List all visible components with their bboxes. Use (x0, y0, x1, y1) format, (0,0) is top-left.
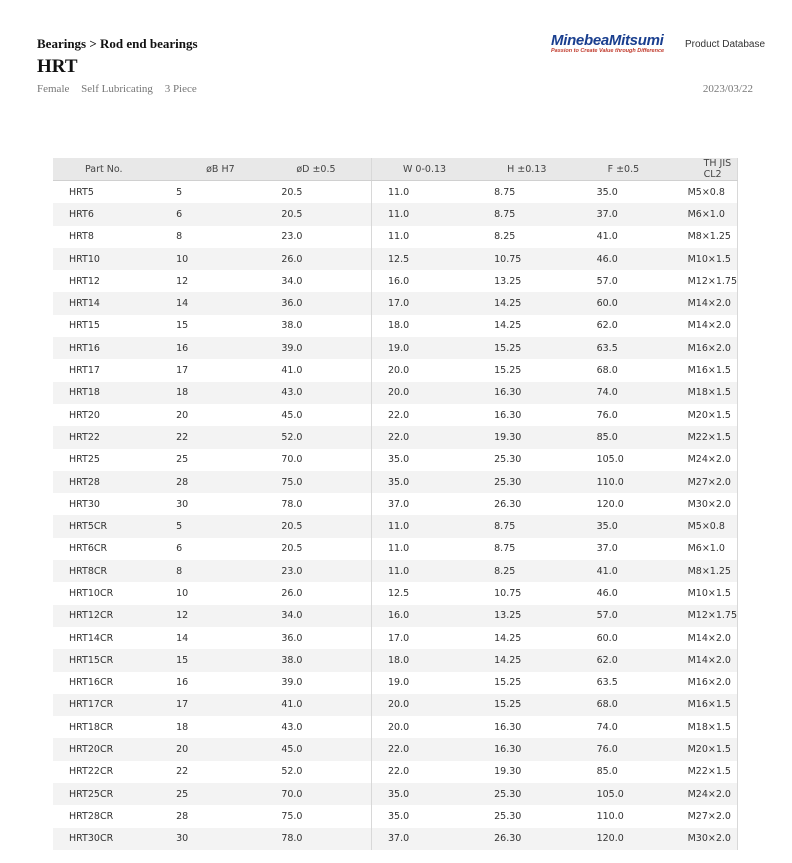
cell-bore: 16 (176, 337, 281, 359)
cell-width: 11.0 (372, 226, 495, 248)
cell-height: 16.30 (494, 409, 522, 421)
cell-length: 68.0 (596, 365, 618, 377)
cell-bore: 16 (176, 677, 189, 689)
cell-length: 57.0 (597, 605, 688, 627)
cell-bore: 15 (176, 649, 281, 671)
cell-height: 19.30 (494, 766, 522, 778)
cell-height: 8.75 (494, 186, 516, 198)
table-row (53, 337, 738, 359)
cell-outer-diameter: 38.0 (281, 320, 303, 332)
cell-height: 14.25 (494, 632, 522, 644)
cell-part-no[interactable]: HRT28 (53, 471, 176, 493)
cell-thread: M22×1.5 (688, 426, 738, 448)
cell-width: 11.0 (372, 181, 495, 204)
cell-bore: 8 (176, 560, 281, 582)
cell-outer-diameter: 20.5 (281, 186, 303, 198)
cell-bore: 14 (176, 292, 281, 314)
cell-length: 46.0 (596, 587, 618, 599)
logo-wordmark: MinebeaMitsumi (551, 32, 664, 49)
tag-female: Female (37, 83, 70, 95)
cell-length: 110.0 (597, 471, 688, 493)
cell-bore: 6 (176, 543, 183, 555)
table-row (53, 359, 738, 381)
table-row (53, 738, 738, 760)
column-header-width: W 0-0.13 (372, 158, 495, 181)
cell-length: 120.0 (597, 828, 688, 850)
cell-part-no[interactable]: HRT18CR (69, 721, 114, 733)
cell-bore: 28 (176, 471, 281, 493)
cell-bore: 18 (176, 721, 189, 733)
cell-length: 76.0 (597, 738, 688, 760)
cell-height: 25.30 (494, 783, 596, 805)
cell-thread: M22×1.5 (687, 766, 731, 778)
product-database-label: Product Database (685, 39, 766, 50)
cell-height: 19.30 (494, 426, 596, 448)
table-row (53, 761, 738, 783)
publish-date: 2023/03/22 (702, 83, 753, 95)
cell-length: 105.0 (597, 783, 688, 805)
cell-part-no[interactable]: HRT22 (53, 426, 176, 448)
table-row (53, 471, 738, 493)
cell-outer-diameter: 26.0 (281, 248, 371, 270)
cell-bore: 20 (176, 738, 281, 760)
cell-height: 8.25 (494, 560, 596, 582)
cell-part-no[interactable]: HRT5CR (53, 515, 176, 537)
page-title: HRT (37, 56, 78, 77)
cell-thread: M30×2.0 (688, 828, 738, 850)
cell-height: 14.25 (494, 320, 522, 332)
cell-outer-diameter: 20.5 (281, 203, 371, 225)
cell-thread: M24×2.0 (688, 783, 738, 805)
cell-thread: M16×1.5 (688, 694, 738, 716)
cell-width: 17.0 (372, 292, 495, 314)
cell-width: 19.0 (372, 337, 495, 359)
cell-width: 11.0 (372, 203, 495, 225)
table-row (53, 449, 738, 471)
table-row (53, 627, 738, 649)
column-header-height: H ±0.13 (494, 158, 596, 181)
cell-length: 60.0 (596, 632, 618, 644)
column-header-thread: TH JIS CL2 (688, 158, 738, 181)
cell-height: 26.30 (494, 498, 522, 510)
table-row (53, 426, 738, 448)
cell-width: 35.0 (372, 471, 495, 493)
cell-length: 74.0 (597, 382, 688, 404)
cell-outer-diameter: 75.0 (281, 810, 303, 822)
cell-thread: M16×1.5 (687, 365, 731, 377)
table-row (53, 805, 738, 827)
cell-thread: M14×2.0 (687, 320, 731, 332)
cell-width: 22.0 (372, 738, 495, 760)
cell-width: 20.0 (372, 694, 495, 716)
table-row (53, 716, 738, 738)
cell-part-no[interactable]: HRT16 (53, 337, 176, 359)
table-row (53, 493, 738, 515)
cell-thread: M20×1.5 (687, 409, 731, 421)
cell-thread: M27×2.0 (688, 471, 738, 493)
cell-width: 16.0 (372, 270, 495, 292)
cell-part-no[interactable]: HRT8CR (53, 560, 176, 582)
column-header-length: F ±0.5 (597, 158, 688, 181)
cell-part-no[interactable]: HRT6CR (69, 543, 108, 555)
cell-width: 37.0 (372, 828, 495, 850)
cell-outer-diameter: 70.0 (281, 783, 371, 805)
cell-outer-diameter: 26.0 (281, 587, 303, 599)
cell-thread: M12×1.75 (687, 275, 737, 287)
cell-width: 22.0 (372, 761, 495, 783)
cell-height: 10.75 (494, 587, 522, 599)
cell-part-no[interactable]: HRT10CR (69, 587, 114, 599)
cell-bore: 8 (176, 231, 183, 243)
cell-height: 15.25 (494, 677, 522, 689)
cell-width: 19.0 (372, 672, 495, 694)
cell-bore: 10 (176, 248, 281, 270)
cell-width: 35.0 (372, 449, 495, 471)
cell-thread: M10×1.5 (688, 248, 738, 270)
cell-part-no[interactable]: HRT14CR (69, 632, 114, 644)
cell-outer-diameter: 39.0 (281, 337, 371, 359)
column-header-part-no: Part No. (53, 158, 176, 181)
cell-width: 11.0 (372, 538, 495, 560)
cell-outer-diameter: 43.0 (281, 382, 371, 404)
cell-outer-diameter: 20.5 (281, 515, 371, 537)
cell-bore: 28 (176, 810, 189, 822)
cell-bore: 14 (176, 632, 189, 644)
cell-part-no[interactable]: HRT12 (69, 275, 100, 287)
cell-height: 14.25 (494, 292, 596, 314)
cell-length: 68.0 (597, 694, 688, 716)
cell-thread: M18×1.5 (688, 382, 738, 404)
table-header-row (53, 158, 738, 181)
cell-height: 16.30 (494, 382, 596, 404)
cell-length: 62.0 (597, 649, 688, 671)
tag-3-piece: 3 Piece (164, 83, 197, 95)
table-row (53, 181, 738, 204)
table-row (53, 672, 738, 694)
cell-thread: M14×2.0 (687, 632, 731, 644)
cell-width: 11.0 (372, 515, 495, 537)
breadcrumb[interactable]: Bearings > Rod end bearings (37, 36, 198, 51)
cell-length: 35.0 (597, 515, 688, 537)
cell-outer-diameter: 36.0 (281, 632, 303, 644)
cell-part-no[interactable]: HRT15 (69, 320, 100, 332)
cell-width: 18.0 (372, 315, 495, 337)
cell-height: 8.75 (494, 203, 596, 225)
cell-width: 18.0 (372, 649, 495, 671)
table-row (53, 694, 738, 716)
cell-width: 20.0 (372, 382, 495, 404)
table-row (53, 315, 738, 337)
cell-part-no[interactable]: HRT22CR (69, 766, 114, 778)
cell-height: 15.25 (494, 337, 596, 359)
cell-outer-diameter: 34.0 (281, 275, 303, 287)
cell-width: 20.0 (372, 359, 495, 381)
cell-part-no[interactable]: HRT28CR (69, 810, 114, 822)
cell-thread: M6×1.0 (688, 203, 738, 225)
cell-height: 15.25 (494, 694, 596, 716)
cell-width: 20.0 (372, 716, 495, 738)
cell-height: 16.30 (494, 721, 522, 733)
table-row (53, 292, 738, 314)
cell-bore: 18 (176, 382, 281, 404)
cell-outer-diameter: 39.0 (281, 677, 303, 689)
cell-bore: 12 (176, 275, 189, 287)
cell-length: 74.0 (596, 721, 618, 733)
cell-length: 105.0 (596, 454, 624, 466)
cell-height: 13.25 (494, 605, 596, 627)
cell-width: 35.0 (372, 783, 495, 805)
cell-outer-diameter: 78.0 (281, 828, 371, 850)
cell-bore: 5 (176, 186, 183, 198)
tag-self-lubricating: Self Lubricating (81, 83, 153, 95)
table-row (53, 404, 738, 426)
cell-outer-diameter: 23.0 (281, 231, 303, 243)
cell-thread: M14×2.0 (688, 292, 738, 314)
cell-part-no[interactable]: HRT12CR (53, 605, 176, 627)
table-row (53, 226, 738, 248)
cell-bore: 6 (176, 203, 281, 225)
cell-width: 22.0 (372, 404, 495, 426)
cell-height: 25.30 (494, 454, 522, 466)
cell-bore: 30 (176, 828, 281, 850)
logo-tagline: Passion to Create Value through Difference (551, 48, 665, 54)
cell-outer-diameter: 52.0 (281, 426, 371, 448)
cell-part-no[interactable]: HRT25 (69, 454, 100, 466)
cell-bore: 17 (176, 694, 281, 716)
cell-part-no[interactable]: HRT17 (69, 365, 100, 377)
table-row (53, 560, 738, 582)
cell-length: 63.5 (596, 677, 618, 689)
cell-thread: M27×2.0 (687, 810, 731, 822)
cell-thread: M8×1.25 (688, 560, 738, 582)
table-row (53, 248, 738, 270)
cell-length: 41.0 (597, 560, 688, 582)
cell-bore: 20 (176, 409, 189, 421)
cell-bore: 12 (176, 605, 281, 627)
cell-part-no[interactable]: HRT14 (53, 292, 176, 314)
cell-bore: 17 (176, 365, 189, 377)
cell-outer-diameter: 41.0 (281, 365, 303, 377)
table-row (53, 649, 738, 671)
table-row (53, 582, 738, 604)
cell-thread: M8×1.25 (687, 231, 731, 243)
cell-length: 35.0 (596, 186, 618, 198)
cell-outer-diameter: 23.0 (281, 560, 371, 582)
cell-bore: 5 (176, 515, 281, 537)
cell-part-no[interactable]: HRT10 (53, 248, 176, 270)
cell-part-no[interactable]: HRT18 (53, 382, 176, 404)
cell-part-no[interactable]: HRT6 (53, 203, 176, 225)
cell-thread: M20×1.5 (688, 738, 738, 760)
cell-part-no[interactable]: HRT20 (69, 409, 100, 421)
cell-length: 37.0 (596, 543, 618, 555)
table-row (53, 382, 738, 404)
cell-thread: M16×2.0 (688, 337, 738, 359)
cell-outer-diameter: 70.0 (281, 454, 303, 466)
cell-bore: 25 (176, 454, 189, 466)
cell-length: 60.0 (597, 292, 688, 314)
cell-length: 120.0 (596, 498, 624, 510)
specification-table (53, 158, 738, 850)
cell-outer-diameter: 38.0 (281, 649, 371, 671)
cell-thread: M12×1.75 (688, 605, 738, 627)
table-row (53, 538, 738, 560)
cell-part-no[interactable]: HRT15CR (53, 649, 176, 671)
column-header-bore: øB H7 (176, 158, 281, 181)
cell-length: 46.0 (597, 248, 688, 270)
cell-width: 12.5 (372, 248, 495, 270)
cell-outer-diameter: 34.0 (281, 605, 371, 627)
cell-width: 37.0 (372, 493, 495, 515)
cell-length: 62.0 (596, 320, 618, 332)
cell-part-no[interactable]: HRT17CR (53, 694, 176, 716)
cell-thread: M18×1.5 (687, 721, 731, 733)
table-body (53, 181, 738, 850)
cell-length: 57.0 (596, 275, 618, 287)
cell-part-no[interactable]: HRT20CR (53, 738, 176, 760)
cell-thread: M24×2.0 (687, 454, 731, 466)
table-row (53, 270, 738, 292)
cell-outer-diameter: 45.0 (281, 409, 303, 421)
cell-part-no[interactable]: HRT8 (69, 231, 94, 243)
table-row (53, 515, 738, 537)
cell-part-no[interactable]: HRT5 (69, 186, 94, 198)
cell-width: 11.0 (372, 560, 495, 582)
cell-thread: M10×1.5 (687, 587, 731, 599)
cell-outer-diameter: 45.0 (281, 738, 371, 760)
cell-thread: M6×1.0 (687, 543, 725, 555)
table-row (53, 828, 738, 850)
cell-width: 16.0 (372, 605, 495, 627)
cell-outer-diameter: 20.5 (281, 543, 303, 555)
cell-part-no[interactable]: HRT30CR (53, 828, 176, 850)
cell-outer-diameter: 43.0 (281, 721, 303, 733)
cell-width: 17.0 (372, 627, 495, 649)
cell-bore: 22 (176, 766, 189, 778)
cell-height: 8.25 (494, 231, 516, 243)
cell-length: 37.0 (597, 203, 688, 225)
cell-width: 22.0 (372, 426, 495, 448)
cell-part-no[interactable]: HRT30 (69, 498, 100, 510)
cell-thread: M5×0.8 (688, 515, 738, 537)
cell-length: 85.0 (597, 426, 688, 448)
cell-outer-diameter: 52.0 (281, 766, 303, 778)
table-row (53, 783, 738, 805)
cell-height: 15.25 (494, 365, 522, 377)
cell-thread: M16×2.0 (687, 677, 731, 689)
cell-outer-diameter: 78.0 (281, 498, 303, 510)
cell-height: 14.25 (494, 649, 596, 671)
cell-part-no[interactable]: HRT16CR (69, 677, 114, 689)
cell-outer-diameter: 36.0 (281, 292, 371, 314)
cell-bore: 30 (176, 498, 189, 510)
cell-thread: M5×0.8 (687, 186, 725, 198)
cell-height: 13.25 (494, 275, 522, 287)
cell-length: 63.5 (597, 337, 688, 359)
cell-length: 110.0 (596, 810, 624, 822)
cell-height: 25.30 (494, 471, 596, 493)
table-row (53, 203, 738, 225)
cell-width: 35.0 (372, 805, 495, 827)
cell-width: 12.5 (372, 582, 495, 604)
cell-part-no[interactable]: HRT25CR (53, 783, 176, 805)
cell-height: 10.75 (494, 248, 596, 270)
cell-length: 41.0 (596, 231, 618, 243)
cell-bore: 10 (176, 587, 189, 599)
cell-bore: 15 (176, 320, 189, 332)
table-row (53, 605, 738, 627)
cell-thread: M30×2.0 (687, 498, 731, 510)
cell-height: 26.30 (494, 828, 596, 850)
cell-length: 76.0 (596, 409, 618, 421)
cell-height: 8.75 (494, 543, 516, 555)
cell-outer-diameter: 75.0 (281, 471, 371, 493)
cell-height: 16.30 (494, 738, 596, 760)
minebeamitsumi-logo (551, 33, 664, 55)
column-header-outer-diameter: øD ±0.5 (281, 158, 371, 181)
cell-bore: 22 (176, 426, 281, 448)
cell-length: 85.0 (596, 766, 618, 778)
cell-height: 8.75 (494, 515, 596, 537)
cell-height: 25.30 (494, 810, 522, 822)
cell-outer-diameter: 41.0 (281, 694, 371, 716)
product-tags (37, 83, 206, 95)
cell-bore: 25 (176, 783, 281, 805)
cell-thread: M14×2.0 (688, 649, 738, 671)
